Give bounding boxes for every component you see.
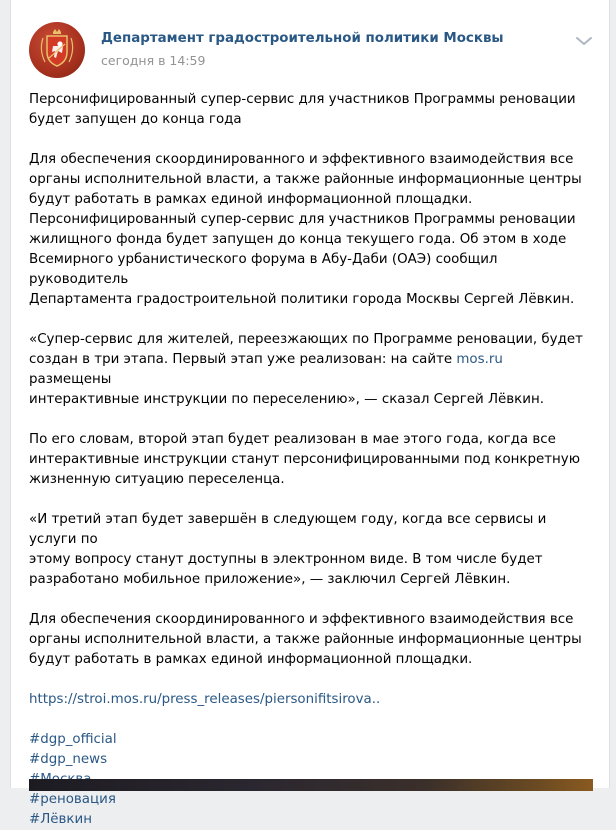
text-segment: создан в три этапа. Первый этап уже реализован: на сайте xyxy=(29,352,457,367)
avatar[interactable] xyxy=(29,22,85,78)
text-line: жилищного фонда будет запущен до конца текущего года. Об этом в ходе xyxy=(29,232,567,247)
text-line: жизненную ситуацию переселенца. xyxy=(29,472,285,487)
text-line: «Супер-сервис для жителей, переезжающих по Программе реновации, будет xyxy=(29,332,583,347)
text-line: Персонифицированный супер-сервис для участников Программы реновации xyxy=(29,92,576,107)
text-line: Департамента градостроительной политики города Москвы Сергей Лёвкин. xyxy=(29,292,575,307)
text-line: органы исполнительной власти, а также районные информационные центры xyxy=(29,172,582,187)
post-paragraph xyxy=(29,510,589,590)
moscow-coat-of-arms-icon xyxy=(29,22,85,78)
text-line xyxy=(29,350,589,390)
text-line: будут работать в рамках единой информационной площадки. xyxy=(29,652,473,667)
text-line: разработано мобильное приложение», — заключил Сергей Лёвкин. xyxy=(29,572,511,587)
chevron-down-icon[interactable] xyxy=(575,35,593,47)
text-line: Персонифицированный супер-сервис для участников Программы реновации xyxy=(29,212,576,227)
source-link[interactable]: https://stroi.mos.ru/press_releases/piersonifitsirova.. xyxy=(29,692,381,707)
post-timestamp[interactable]: сегодня в 14:59 xyxy=(101,53,206,68)
post-author[interactable]: Департамент градостроительной политики Москвы xyxy=(101,31,504,46)
post-image-preview[interactable] xyxy=(29,779,593,791)
post-paragraph xyxy=(29,90,589,130)
post-body xyxy=(29,90,589,830)
hashtag-link[interactable]: #dgp_news xyxy=(29,752,108,767)
post-paragraph xyxy=(29,430,589,490)
text-line: «И третий этап будет завершён в следующем году, когда все сервисы и услуги по xyxy=(29,512,547,547)
text-line: Для обеспечения скоординированного и эффективного взаимодействия все xyxy=(29,152,574,167)
hashtag-link[interactable]: #Лёвкин xyxy=(29,812,92,827)
mos-ru-link[interactable]: mos.ru xyxy=(456,352,503,367)
post-card xyxy=(10,0,610,827)
text-line: интерактивные инструкции станут персонифицированными под конкретную xyxy=(29,452,581,467)
post-paragraph xyxy=(29,610,589,670)
text-line: этому вопросу станут доступны в электронном виде. В том числе будет xyxy=(29,552,543,567)
text-line: Всемирного урбанистического форума в Абу-Даби (ОАЭ) сообщил руководитель xyxy=(29,252,498,287)
text-line: будут работать в рамках единой информационной площадки. xyxy=(29,192,473,207)
hashtag-link[interactable]: #dgp_official xyxy=(29,732,117,747)
text-segment: размещены xyxy=(29,372,112,387)
text-line: органы исполнительной власти, а также районные информационные центры xyxy=(29,632,582,647)
text-line: интерактивные инструкции по переселению», — сказал Сергей Лёвкин. xyxy=(29,392,544,407)
post-paragraph xyxy=(29,150,589,310)
text-line: По его словам, второй этап будет реализован в мае этого года, когда все xyxy=(29,432,556,447)
hashtag-link[interactable]: #реновация xyxy=(29,792,116,807)
text-line: будет запущен до конца года xyxy=(29,112,242,127)
post-paragraph xyxy=(29,330,589,410)
text-line: Для обеспечения скоординированного и эффективного взаимодействия все xyxy=(29,612,574,627)
post-header xyxy=(29,22,591,78)
